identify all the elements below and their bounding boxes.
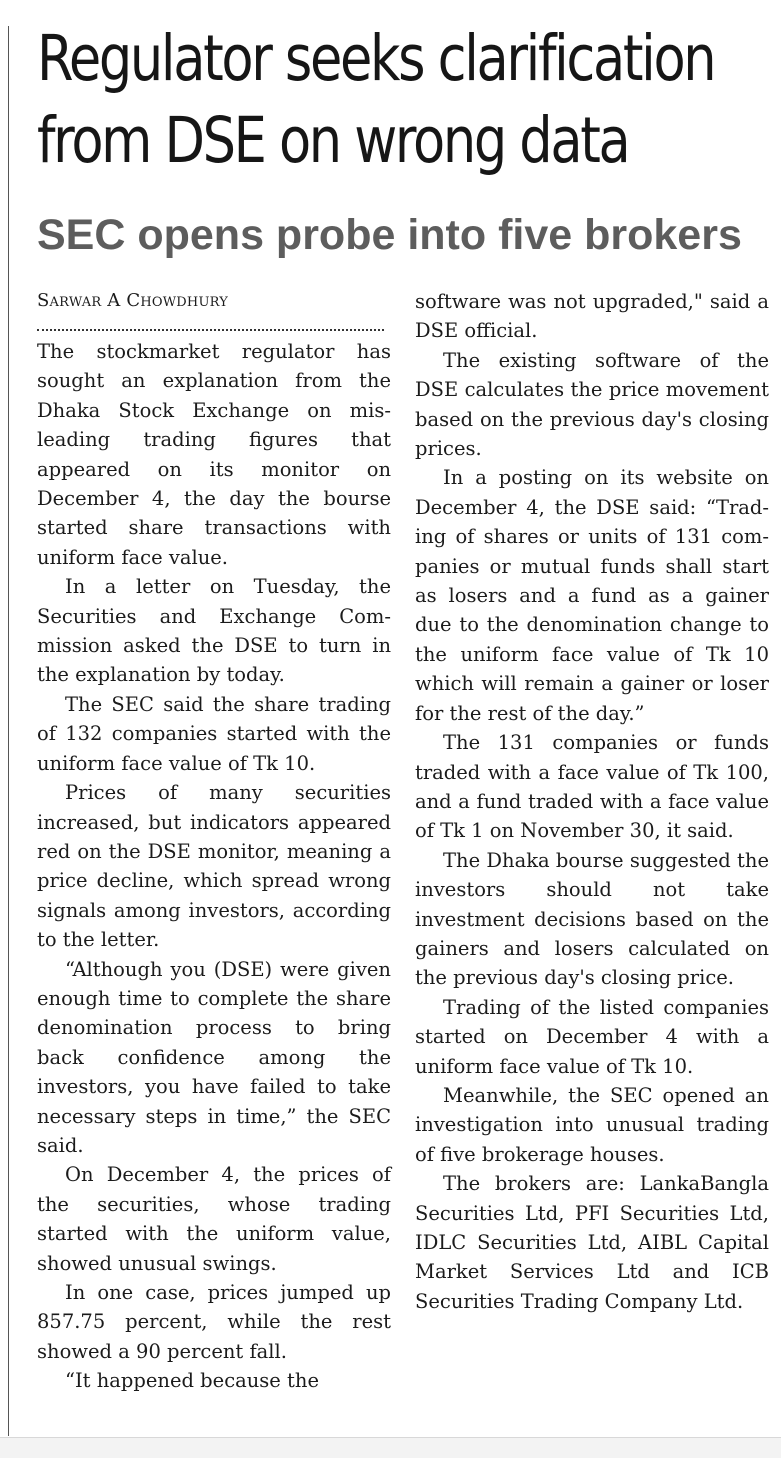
paragraph: “Although you (DSE) were given enough time to complete the share denomination process to bring back confidence among the investors, you have failed to take necessary steps in time,” the SEC said. <box>37 957 391 1157</box>
byline-divider <box>37 315 384 331</box>
paragraph: On December 4, the prices of the securities, whose trading started with the uniform value, showed unusual swings. <box>37 1163 391 1275</box>
paragraph: The existing software of the DSE calculates the price movement based on the previous day's closing prices. <box>415 348 769 461</box>
headline-line-1: Regulator seeks clarification <box>37 22 715 95</box>
paragraph: Trading of the listed companies started on December 4 with a uniform face value of Tk 10. <box>415 995 769 1078</box>
headline-line-2: from DSE on wrong data <box>37 104 629 177</box>
article-column-right <box>415 287 769 1316</box>
paragraph: Meanwhile, the SEC opened an investigation into unusual trading of five brokerage houses. <box>415 1083 769 1166</box>
byline: Sarwar A Chowdhury <box>37 290 228 311</box>
paragraph: “It happened because the <box>65 1369 319 1393</box>
subheadline: SEC opens probe into five brokers <box>37 211 742 259</box>
paragraph: Prices of many securities increased, but indicators appeared red on the DSE monitor, meaning a price decline, which spread wrong signals among investors, according to the letter. <box>37 781 391 952</box>
paragraph: The Dhaka bourse suggested the investors should not take investment decisions based on the gainers and losers calculated on the previous day's closing price. <box>415 848 769 990</box>
paragraph: The brokers are: LankaBangla Securities Ltd, PFI Securities Ltd, IDLC Securities Ltd, AIBL Capital Market Services Ltd and ICB Securities Trading Company Ltd. <box>415 1172 769 1313</box>
paragraph: The stockmarket regulator has sought an explanation from the Dhaka Stock Exchange on misleading trading figures that appeared on its monitor on December 4, the day the bourse started share transactions with uniform face value. <box>37 340 391 569</box>
paragraph: The 131 companies or funds traded with a face value of Tk 100, and a fund traded with a face value of Tk 1 on November 30, it said. <box>415 731 769 843</box>
paragraph: In a letter on Tuesday, the Securities and Exchange Commission asked the DSE to turn in the explanation by today. <box>37 575 391 687</box>
page-bottom-strip <box>0 1437 781 1458</box>
column-rule <box>8 26 9 1436</box>
paragraph: In a posting on its website on December 4, the DSE said: “Trading of shares or units of 131 companies or mutual funds shall start as losers and a fund as a gainer due to the denomination change to the uniform face value of Tk 10 which will remain a gainer or loser for the rest of the day.” <box>415 466 769 725</box>
article-column-left <box>37 287 391 1396</box>
paragraph: In one case, prices jumped up 857.75 percent, while the rest showed a 90 percent fall. <box>37 1281 391 1363</box>
paragraph: software was not upgraded," said a DSE official. <box>415 290 769 343</box>
headline <box>37 18 715 182</box>
paragraph: The SEC said the share trading of 132 companies started with the uniform face value of Tk 10. <box>37 692 391 775</box>
